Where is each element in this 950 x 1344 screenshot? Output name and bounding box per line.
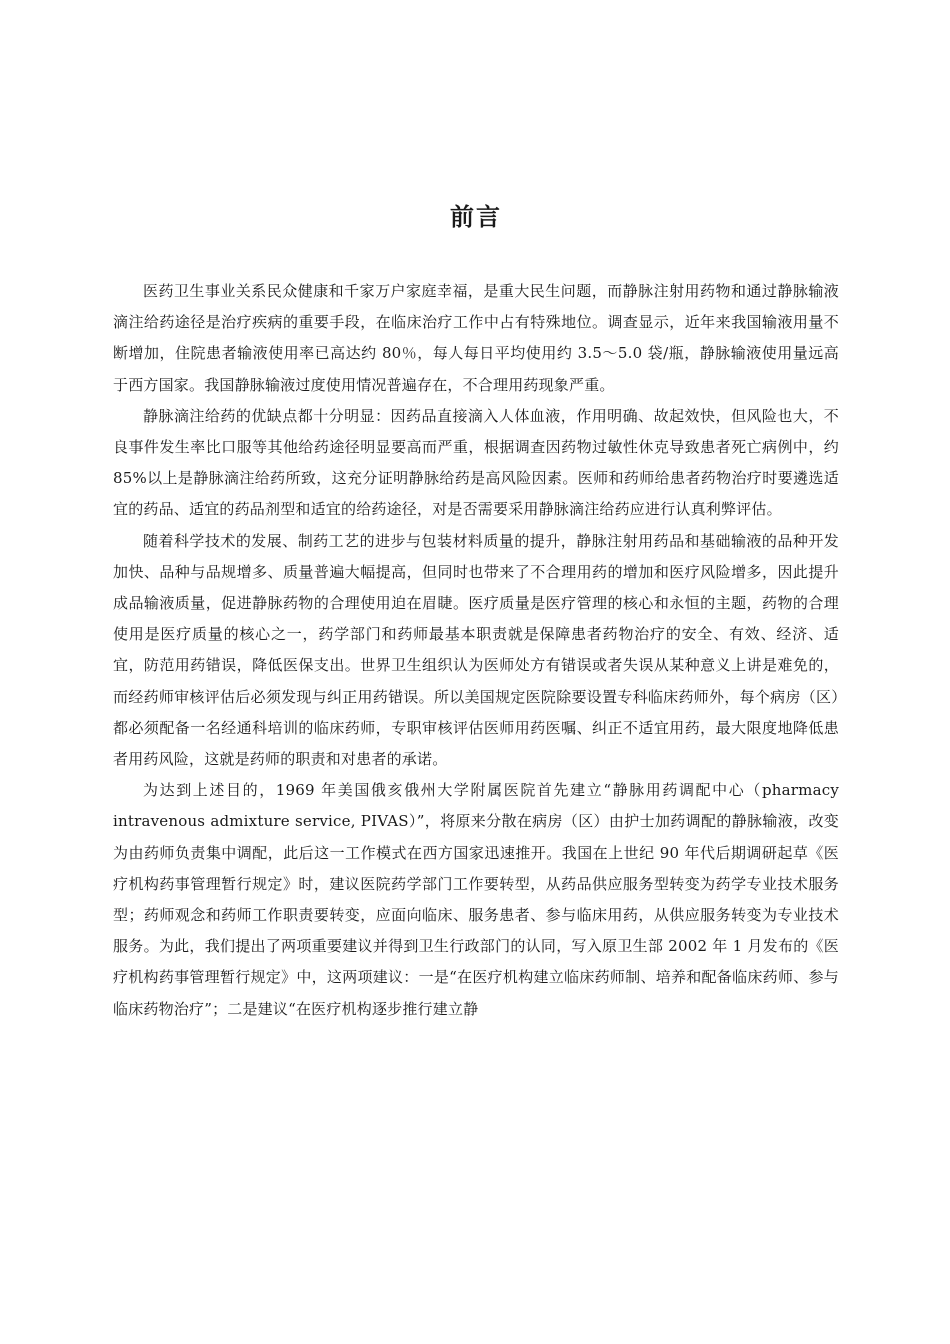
page-title: 前言 [450,202,502,231]
paragraph-4: 为达到上述目的，1969 年美国俄亥俄州大学附属医院首先建立“静脉用药调配中心（pharmacy intravenous admixture service, PIVAS）”，将原来分散在病房（区）由护士加药调配的静脉输液，改变为由药师负责集中调配，此后这一工作模式在西方国家迅速推开。我国在上世纪 90 年代后期调研起草《医疗机构药事管理暂行规定》时，建议医院药学部门工作要转型，从药品供应服务型转变为药学专业技术服务型；药师观念和药师工作职责要转变，应面向临床、服务患者、参与临床用药，从供应服务转变为专业技术服务。为此，我们提出了两项重要建议并得到卫生行政部门的认同，写入原卫生部 2002 年 1 月发布的《医疗机构药事管理暂行规定》中，这两项建议：一是“在医疗机构建立临床药师制、培养和配备临床药师、参与临床药物治疗”；二是建议“在医疗机构逐步推行建立静 [113,781,839,1018]
document-body [113,276,839,1025]
paragraph-3: 随着科学技术的发展、制药工艺的进步与包装材料质量的提升，静脉注射用药品和基础输液的品种开发加快、品种与品规增多、质量普遍大幅提高，但同时也带来了不合理用药的增加和医疗风险增多，因此提升成品输液质量，促进静脉药物的合理使用迫在眉睫。医疗质量是医疗管理的核心和永恒的主题，药物的合理使用是医疗质量的核心之一，药学部门和药师最基本职责就是保障患者药物治疗的安全、有效、经济、适宜，防范用药错误，降低医保支出。世界卫生组织认为医师处方有错误或者失误从某种意义上讲是难免的，而经药师审核评估后必须发现与纠正用药错误。所以美国规定医院除要设置专科临床药师外，每个病房（区）都必须配备一名经通科培训的临床药师，专职审核评估医师用药医嘱、纠正不适宜用药，最大限度地降低患者用药风险，这就是药师的职责和对患者的承诺。 [113,531,839,769]
paragraph-2: 静脉滴注给药的优缺点都十分明显：因药品直接滴入人体血液，作用明确、故起效快，但风险也大，不良事件发生率比口服等其他给药途径明显要高而严重，根据调查因药物过敏性休克导致患者死亡病例中，约 85%以上是静脉滴注给药所致，这充分证明静脉给药是高风险因素。医师和药师给患者药物治疗时要遴选适宜的药品、适宜的药品剂型和适宜的给药途径，对是否需要采用静脉滴注给药应进行认真利弊评估。 [113,406,839,519]
paragraph-1: 医药卫生事业关系民众健康和千家万户家庭幸福，是重大民生问题，而静脉注射用药物和通过静脉输液滴注给药途径是治疗疾病的重要手段，在临床治疗工作中占有特殊地位。调查显示，近年来我国输液用量不断增加，住院患者输液使用率已高达约 80％，每人每日平均使用约 3.5～5.0 袋/瓶，静脉输液使用量远高于西方国家。我国静脉输液过度使用情况普遍存在，不合理用药现象严重。 [113,282,839,394]
